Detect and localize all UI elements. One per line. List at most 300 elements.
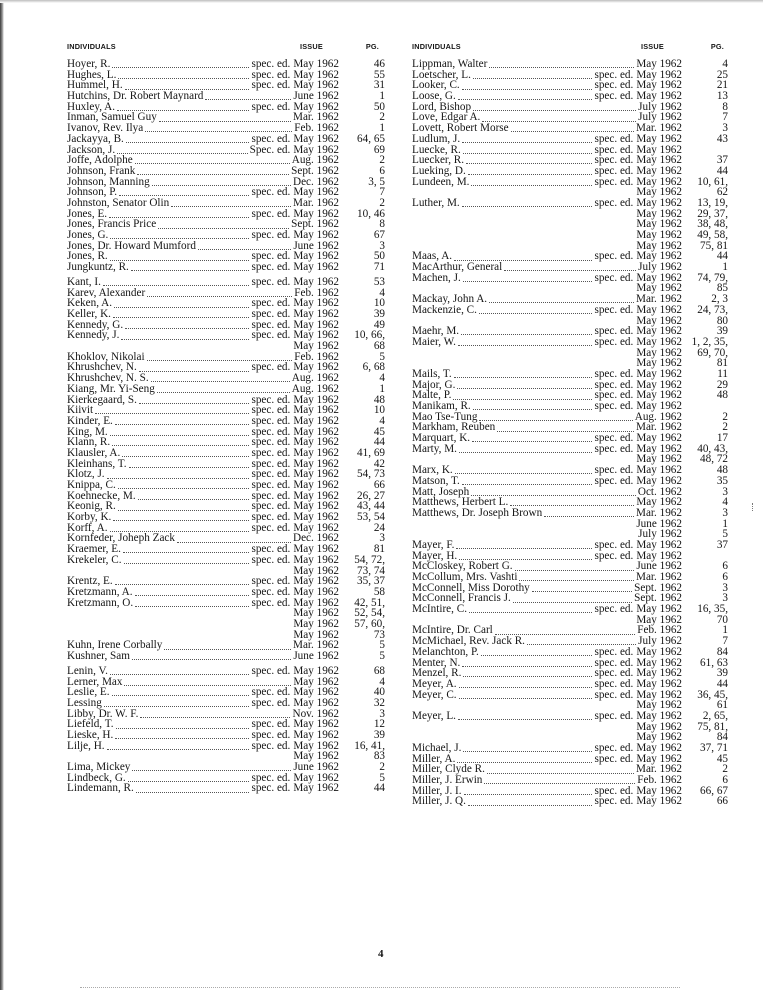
entry-name: Love, Edgar A. xyxy=(412,111,481,124)
entry-name: Khoklov, Nikolai xyxy=(67,350,145,363)
entry-page: 43 xyxy=(716,132,728,145)
entry-page: 75, 81, xyxy=(697,720,728,733)
issue-date: May 1962 xyxy=(293,261,339,274)
entry-page: 7 xyxy=(379,186,385,199)
issue-date: May 1962 xyxy=(636,335,682,348)
entry-page: 40, 43, xyxy=(697,442,728,455)
entry-name: Lenin, V. xyxy=(67,664,108,677)
entry-name: Kretzmann, O. xyxy=(67,596,134,609)
issue-date: May 1962 xyxy=(293,607,339,620)
entry-page: 84 xyxy=(716,731,728,744)
issue-date: May 1962 xyxy=(636,79,682,92)
entry-name: McIntire, Dr. Carl xyxy=(412,624,493,637)
issue-date: May 1962 xyxy=(293,457,339,470)
entry-name: Luther, M. xyxy=(412,196,460,209)
special-edition-label: spec. ed. xyxy=(594,432,634,445)
special-edition-label: spec. ed. xyxy=(594,68,634,81)
special-edition-label: spec. ed. xyxy=(251,207,291,220)
entry-name: Lundeen, M. xyxy=(412,175,470,188)
issue-date: May 1962 xyxy=(636,154,682,167)
issue-date: May 1962 xyxy=(636,677,682,690)
entry-page: 17 xyxy=(716,432,728,445)
issue-date: Aug. 1962 xyxy=(291,372,339,385)
entry-page: 44 xyxy=(373,782,385,795)
entry-page: 49, 58, xyxy=(697,229,728,241)
special-edition-label: spec. ed. xyxy=(594,645,634,658)
issue-date: June 1962 xyxy=(293,650,339,662)
issue-date: May 1962 xyxy=(636,720,682,733)
entry-name: Lieske, H. xyxy=(67,729,114,741)
special-edition-label: spec. ed. xyxy=(251,585,291,598)
special-edition-label: spec. ed. xyxy=(251,308,291,320)
issue-date: May 1962 xyxy=(636,90,682,103)
entry-page: 2 xyxy=(722,421,728,434)
special-edition-label: spec. ed. xyxy=(594,143,634,156)
entry-name: Jones, Francis Price xyxy=(67,218,157,231)
special-edition-label: spec. ed. xyxy=(251,436,291,449)
issue-date: May 1962 xyxy=(636,175,682,188)
entry-name: Michael, J. xyxy=(412,742,462,754)
entry-page: 53, 54 xyxy=(357,511,385,524)
issue-date: Mar. 1962 xyxy=(636,506,682,519)
special-edition-label: spec. ed. xyxy=(251,468,291,481)
special-edition-label: spec. ed. xyxy=(251,511,291,524)
entry-name: Mails, T. xyxy=(412,367,452,380)
entry-name: Johnson, Manning xyxy=(67,175,150,188)
issue-date: May 1962 xyxy=(636,346,682,359)
issue-date: May 1962 xyxy=(293,479,339,491)
issue-date: Mar. 1962 xyxy=(293,639,339,652)
issue-date: June 1962 xyxy=(636,517,682,530)
issue-date: May 1962 xyxy=(636,132,682,145)
entry-page: 2 xyxy=(379,196,385,209)
entry-name: King, M. xyxy=(67,425,108,438)
issue-date: May 1962 xyxy=(293,675,339,688)
entry-page: 54, 73 xyxy=(357,468,385,481)
entry-name: Kinder, E. xyxy=(67,414,113,427)
issue-date: May 1962 xyxy=(293,750,339,763)
issue-date: May 1962 xyxy=(636,68,682,81)
entry-page: 13, 19, xyxy=(697,196,728,209)
issue-date: May 1962 xyxy=(293,436,339,449)
special-edition-label: spec. ed. xyxy=(251,229,291,241)
entry-name: Matthews, Herbert L. xyxy=(412,496,509,509)
entry-name: Menter, N. xyxy=(412,656,461,669)
entry-issue xyxy=(219,783,339,794)
entry-name: Huxley, A. xyxy=(67,100,116,113)
special-edition-label: spec. ed. xyxy=(594,752,634,765)
header-issue: ISSUE xyxy=(300,42,323,51)
issue-date: May 1962 xyxy=(636,314,682,327)
entry-page: 81 xyxy=(716,357,728,370)
issue-date: May 1962 xyxy=(293,414,339,427)
entry-page: 44 xyxy=(373,436,385,449)
special-edition-label: spec. ed. xyxy=(594,688,634,701)
issue-date: Aug. 1962 xyxy=(634,410,682,423)
entry-page: 3 xyxy=(722,122,728,135)
issue-date: May 1962 xyxy=(293,521,339,534)
entry-name: Khrushchev, N. xyxy=(67,361,137,374)
entry-page: 70 xyxy=(716,613,728,626)
special-edition-label: spec. ed. xyxy=(251,718,291,731)
special-edition-label: spec. ed. xyxy=(251,729,291,741)
entry-page: 66, 67 xyxy=(700,784,728,797)
issue-date: May 1962 xyxy=(293,132,339,145)
special-edition-label: spec. ed. xyxy=(594,132,634,145)
entry-page: 39 xyxy=(373,308,385,320)
entry-name: McIntire, C. xyxy=(412,603,467,616)
special-edition-label: spec. ed. xyxy=(251,521,291,534)
entry-page: 39 xyxy=(373,729,385,741)
issue-date: Mar. 1962 xyxy=(636,421,682,434)
entry-page: 8 xyxy=(379,218,385,231)
entry-name: Looker, C. xyxy=(412,79,460,92)
special-edition-label: spec. ed. xyxy=(251,782,291,795)
entry-name: Mackenzie, C. xyxy=(412,303,477,316)
index-column-left xyxy=(67,40,385,794)
entry-name: Hutchins, Dr. Robert Maynard xyxy=(67,90,204,103)
entry-page: 80 xyxy=(716,314,728,327)
entry-name: Keonig, R. xyxy=(67,500,116,513)
entry-name: Klausler, A. xyxy=(67,446,121,459)
entry-name: Malte, P. xyxy=(412,389,452,402)
entry-name: Krentz, E. xyxy=(67,575,113,588)
entry-name: Kiang, Mr. Yi-Seng xyxy=(67,382,155,395)
issue-date: Nov. 1962 xyxy=(292,707,339,720)
entry-page: 83 xyxy=(373,750,385,763)
entry-name: Jones, G. xyxy=(67,229,109,241)
special-edition-label: spec. ed. xyxy=(594,603,634,616)
issue-date: May 1962 xyxy=(636,389,682,402)
entry-name: Klann, R. xyxy=(67,436,111,449)
entry-page: 16, 41, xyxy=(354,739,385,752)
entry-name: Lovett, Robert Morse xyxy=(412,122,509,135)
issue-date: Feb. 1962 xyxy=(637,624,682,637)
special-edition-label: spec. ed. xyxy=(594,709,634,722)
issue-date: May 1962 xyxy=(636,784,682,797)
issue-date: July 1962 xyxy=(638,528,682,541)
issue-date: May 1962 xyxy=(636,207,682,220)
special-edition-label: spec. ed. xyxy=(251,553,291,566)
special-edition-label: spec. ed. xyxy=(594,795,634,808)
issue-date: May 1962 xyxy=(293,696,339,709)
special-edition-label: spec. ed. xyxy=(251,696,291,709)
issue-date: May 1962 xyxy=(636,282,682,295)
special-edition-label: spec. ed. xyxy=(594,538,634,551)
special-edition-label: spec. ed. xyxy=(251,771,291,784)
entry-page: 45 xyxy=(716,752,728,765)
scan-edge-left xyxy=(0,0,4,990)
entry-page: 54, 72, xyxy=(354,553,385,566)
entry-page: 3 xyxy=(722,581,728,594)
entry-page: 2 xyxy=(379,111,385,124)
issue-date: June 1962 xyxy=(293,90,339,103)
issue-date: May 1962 xyxy=(636,303,682,316)
entry-name: Lippman, Walter xyxy=(412,58,488,70)
issue-date: May 1962 xyxy=(293,686,339,699)
entry-name: Luecker, R. xyxy=(412,154,465,167)
special-edition-label: spec. ed. xyxy=(251,446,291,459)
header-individuals: INDIVIDUALS xyxy=(67,42,116,51)
entry-page: 2 xyxy=(722,410,728,423)
special-edition-label: spec. ed. xyxy=(251,596,291,609)
issue-date: Dec. 1962 xyxy=(293,175,339,188)
issue-date: May 1962 xyxy=(293,308,339,320)
entry-name: Lord, Bishop xyxy=(412,100,472,113)
special-edition-label: spec. ed. xyxy=(594,325,634,338)
entry-name: Kennedy, J. xyxy=(67,329,120,342)
special-edition-label: spec. ed. xyxy=(251,318,291,331)
entry-page: 4 xyxy=(379,286,385,299)
index-entry xyxy=(67,262,385,273)
entry-page: 44 xyxy=(716,677,728,690)
issue-date: May 1962 xyxy=(293,718,339,731)
entry-name: Joffe, Adolphe xyxy=(67,154,133,167)
issue-date: May 1962 xyxy=(636,239,682,252)
entry-name: Kierkegaard, S. xyxy=(67,393,137,406)
entry-page: 6 xyxy=(722,560,728,573)
issue-date: May 1962 xyxy=(636,442,682,455)
entry-name: Lueking, D. xyxy=(412,164,466,177)
entry-name: Markham, Reuben xyxy=(412,421,496,434)
entry-page: 37 xyxy=(716,154,728,167)
special-edition-label: spec. ed. xyxy=(594,549,634,562)
entry-page: 45 xyxy=(373,425,385,438)
issue-date: June 1962 xyxy=(636,560,682,573)
entry-page: 44 xyxy=(716,164,728,177)
entry-page: 16, 35, xyxy=(697,603,728,616)
issue-date: Aug. 1962 xyxy=(291,154,339,167)
entry-page: 42 xyxy=(373,457,385,470)
special-edition-label: Spec. ed. xyxy=(249,143,291,156)
column-header xyxy=(412,40,728,54)
entry-page: 53 xyxy=(373,275,385,288)
issue-date: May 1962 xyxy=(293,543,339,556)
issue-date: May 1962 xyxy=(293,393,339,406)
scan-bottom-edge xyxy=(80,986,680,988)
issue-date: May 1962 xyxy=(636,218,682,231)
issue-date: May 1962 xyxy=(293,143,339,156)
entry-page: 10, 46 xyxy=(357,207,385,220)
entry-page: 7 xyxy=(722,111,728,124)
header-page: PG. xyxy=(365,42,379,51)
entry-name: Mayer, H. xyxy=(412,549,458,562)
entry-page: 3 xyxy=(379,707,385,720)
special-edition-label: spec. ed. xyxy=(251,250,291,263)
entry-name: Miller, A. xyxy=(412,752,456,765)
special-edition-label: spec. ed. xyxy=(251,275,291,288)
issue-date: May 1962 xyxy=(636,496,682,509)
issue-date: May 1962 xyxy=(293,68,339,81)
issue-date: July 1962 xyxy=(638,635,682,648)
entry-name: Krekeler, C. xyxy=(67,553,122,566)
header-page: PG. xyxy=(710,42,724,51)
entry-page: 81 xyxy=(373,543,385,556)
entry-page: 39 xyxy=(716,325,728,338)
issue-date: May 1962 xyxy=(293,425,339,438)
entry-name: Mayer, F. xyxy=(412,538,455,551)
issue-date: May 1962 xyxy=(293,446,339,459)
entry-page: 58 xyxy=(373,585,385,598)
entry-page: 62 xyxy=(716,186,728,199)
issue-date: May 1962 xyxy=(636,538,682,551)
entry-page: 5 xyxy=(379,650,385,662)
entry-name: Hoyer, R. xyxy=(67,58,111,70)
issue-date: May 1962 xyxy=(293,617,339,630)
entry-name: Kleinhans, T. xyxy=(67,457,127,470)
entry-page: 6 xyxy=(379,164,385,177)
issue-date: May 1962 xyxy=(636,325,682,338)
issue-date: May 1962 xyxy=(293,596,339,609)
index-entry xyxy=(67,783,385,794)
issue-date: May 1962 xyxy=(293,553,339,566)
entry-list xyxy=(412,59,728,807)
entry-page: 3, 5 xyxy=(368,175,385,188)
special-edition-label: spec. ed. xyxy=(594,175,634,188)
issue-date: May 1962 xyxy=(293,229,339,241)
entry-name: Kuhn, Irene Corbally xyxy=(67,639,163,652)
issue-date: May 1962 xyxy=(293,771,339,784)
issue-date: May 1962 xyxy=(636,709,682,722)
entry-page: 75, 81 xyxy=(700,239,728,252)
entry-name: Melanchton, P. xyxy=(412,645,479,658)
entry-name: Maier, W. xyxy=(412,335,456,348)
entry-name: Miller, Clyde R. xyxy=(412,763,485,776)
entry-name: Lilje, H. xyxy=(67,739,105,752)
entry-name: Matthews, Dr. Joseph Brown xyxy=(412,506,543,519)
entry-page: 5 xyxy=(722,528,728,541)
issue-date: May 1962 xyxy=(293,404,339,417)
entry-page: 64, 65 xyxy=(357,132,385,145)
entry-name: Jackayya, B. xyxy=(67,132,124,145)
entry-name: Liefeld, T. xyxy=(67,718,114,731)
issue-date: May 1962 xyxy=(293,100,339,113)
issue-date: Dec. 1962 xyxy=(293,532,339,545)
entry-page: 49 xyxy=(373,318,385,331)
entry-name: Lindemann, R. xyxy=(67,782,134,795)
entry-page: 5 xyxy=(379,771,385,784)
entry-issue xyxy=(562,796,682,807)
special-edition-label: spec. ed. xyxy=(594,154,634,167)
entry-name: Jones, Dr. Howard Mumford xyxy=(67,239,196,252)
entry-page: 7 xyxy=(722,635,728,648)
entry-page: 4 xyxy=(379,414,385,427)
entry-page: 46 xyxy=(373,58,385,70)
entry-name: Koehnecke, M. xyxy=(67,489,136,502)
issue-date: Sept. 1962 xyxy=(634,581,682,594)
issue-date: May 1962 xyxy=(293,250,339,263)
issue-date: May 1962 xyxy=(636,58,682,70)
issue-date: May 1962 xyxy=(636,752,682,765)
issue-date: July 1962 xyxy=(638,111,682,124)
special-edition-label: spec. ed. xyxy=(251,739,291,752)
entry-page: 42, 51, xyxy=(354,596,385,609)
issue-date: June 1962 xyxy=(293,239,339,252)
special-edition-label: spec. ed. xyxy=(594,784,634,797)
issue-date: May 1962 xyxy=(636,432,682,445)
entry-page: 1 xyxy=(379,90,385,103)
issue-date: May 1962 xyxy=(636,453,682,466)
entry-name: McConnell, Miss Dorothy xyxy=(412,581,530,594)
issue-date: May 1962 xyxy=(636,164,682,177)
issue-date: May 1962 xyxy=(293,782,339,795)
entry-name: Kretzmann, A. xyxy=(67,585,133,598)
index-entry xyxy=(412,796,728,807)
special-edition-label: spec. ed. xyxy=(251,79,291,92)
special-edition-label: spec. ed. xyxy=(594,196,634,209)
entry-page: 39 xyxy=(716,667,728,680)
issue-date: May 1962 xyxy=(636,400,682,412)
entry-name: Karev, Alexander xyxy=(67,286,146,299)
entry-name: Hughes, L. xyxy=(67,68,117,81)
entry-name: Meyer, L. xyxy=(412,709,456,722)
special-edition-label: spec. ed. xyxy=(251,479,291,491)
entry-page: 29, 37, xyxy=(697,207,728,220)
issue-date: May 1962 xyxy=(293,275,339,288)
entry-page: 48 xyxy=(716,464,728,477)
entry-page: 41, 69 xyxy=(357,446,385,459)
entry-page: 1 xyxy=(379,122,385,135)
special-edition-label: spec. ed. xyxy=(251,132,291,145)
entry-name: Korby, K. xyxy=(67,511,112,524)
entry-name: Khrushchev, N. S. xyxy=(67,372,149,385)
entry-name: Kraemer, E. xyxy=(67,543,121,556)
entry-page: 2 xyxy=(722,763,728,776)
issue-date: May 1962 xyxy=(293,329,339,342)
entry-name: Klotz, J. xyxy=(67,468,105,481)
issue-date: May 1962 xyxy=(636,656,682,669)
issue-date: May 1962 xyxy=(293,739,339,752)
issue-date: May 1962 xyxy=(636,186,682,199)
entry-page: 55 xyxy=(373,68,385,81)
entry-page: 2 xyxy=(379,761,385,774)
entry-page: 24 xyxy=(373,521,385,534)
issue-date: May 1962 xyxy=(636,795,682,808)
entry-page: 3 xyxy=(722,592,728,605)
issue-date: May 1962 xyxy=(636,464,682,477)
special-edition-label: spec. ed. xyxy=(251,543,291,556)
entry-issue xyxy=(219,651,339,662)
entry-page: 6 xyxy=(722,774,728,787)
entry-name: Major, G. xyxy=(412,378,456,391)
entry-name: McCollum, Mrs. Vashti xyxy=(412,571,518,583)
issue-date: Mar. 1962 xyxy=(636,763,682,776)
special-edition-label: spec. ed. xyxy=(251,404,291,417)
entry-page: 1 xyxy=(722,261,728,274)
entry-name: Inman, Samuel Guy xyxy=(67,111,157,124)
issue-date: July 1962 xyxy=(638,100,682,113)
entry-name: Miller, J. I. xyxy=(412,784,462,797)
special-edition-label: spec. ed. xyxy=(251,393,291,406)
entry-name: Mao Tse-Tung xyxy=(412,410,478,423)
entry-page: 4 xyxy=(722,58,728,70)
special-edition-label: spec. ed. xyxy=(251,361,291,374)
entry-page: 4 xyxy=(379,372,385,385)
entry-name: Maehr, M. xyxy=(412,325,460,338)
entry-page: 68 xyxy=(373,664,385,677)
entry-page: 61, 63 xyxy=(700,656,728,669)
entry-page: 50 xyxy=(373,250,385,263)
issue-date: May 1962 xyxy=(293,58,339,70)
entry-page: 10, 61, xyxy=(697,175,728,188)
special-edition-label: spec. ed. xyxy=(251,425,291,438)
entry-page: 66 xyxy=(373,479,385,491)
issue-date: May 1962 xyxy=(293,729,339,741)
entry-name: McCloskey, Robert G. xyxy=(412,560,513,573)
entry-page: 73, 74 xyxy=(357,564,385,577)
entry-page: 4 xyxy=(722,496,728,509)
special-edition-label: spec. ed. xyxy=(594,464,634,477)
